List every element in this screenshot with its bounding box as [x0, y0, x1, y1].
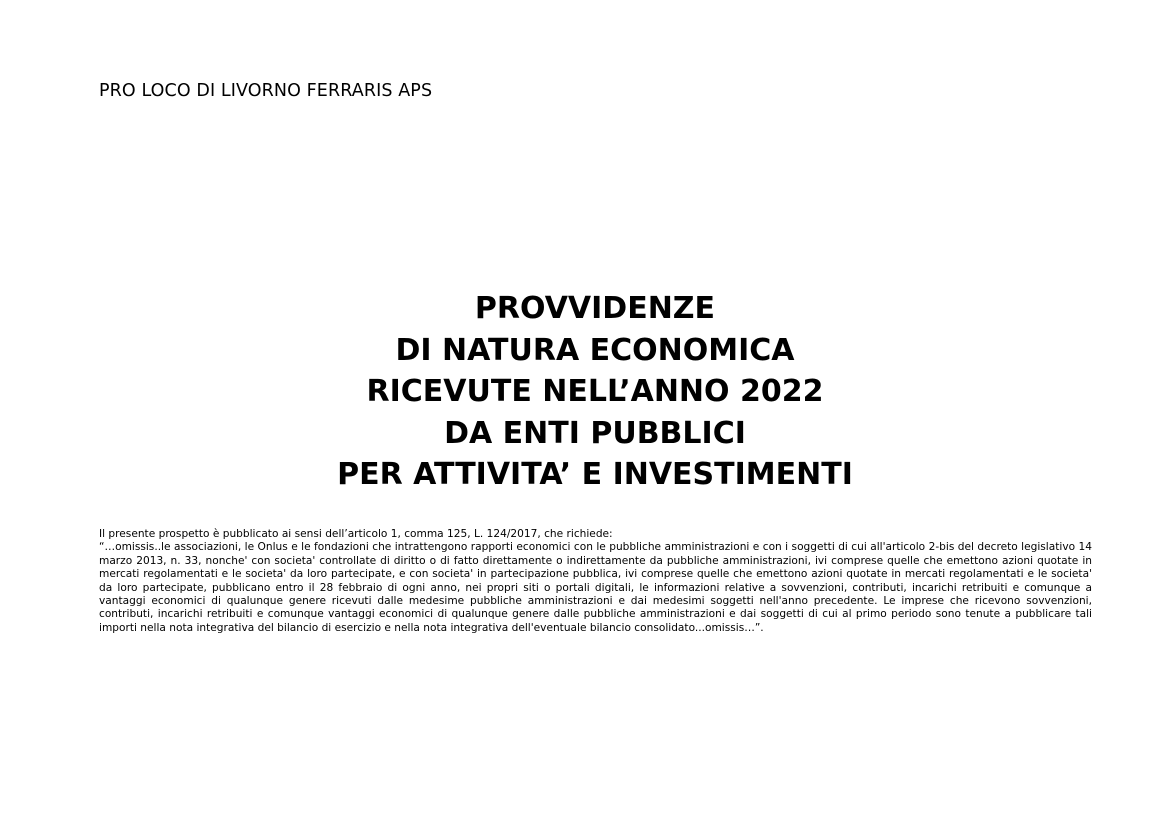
title-line: PROVVIDENZE [474, 291, 716, 326]
legal-note-quote: “…omissis..le associazioni, le Onlus e le fondazioni che intrattengono rapporti economici con le pubbliche amministrazioni e con i soggetti di cui all'articolo 2-bis del decreto legislativo 14 marzo 2013, n. 33, nonche' con societa' controllate di diritto o di fatto direttamente o indirettamente da pubbliche amministrazioni, ivi comprese quelle che emettono azioni quotate in mercati regolamentati e le societa' da loro partecipate, e con societa' in partecipazione pubblica, ivi comprese quelle che emettono azioni quotate in mercati regolamentati e le societa' da loro partecipate, pubblicano entro il 28 febbraio di ogni anno, nei propri siti o portali digitali, le informazioni relative a sovvenzioni, contributi, incarichi retribuiti e comunque a vantaggi economici di qualunque genere ricevuti dalle medesime pubbliche amministrazioni e dai medesimi soggetti nell'anno precedente. Le imprese che ricevono sovvenzioni, contributi, incarichi retribuiti e comunque vantaggi economici di qualunque genere dalle pubbliche amministrazioni e dai soggetti di cui al primo periodo sono tenute a pubblicare tali importi nella nota integrativa del bilancio di esercizio e nella nota integrativa dell'eventuale bilancio consolidato...omissis…”. [99, 541, 1092, 634]
title-line: DA ENTI PUBBLICI [444, 415, 746, 451]
legal-note [99, 528, 1092, 635]
title-line: PER ATTIVITA’ E INVESTIMENTI [337, 457, 853, 492]
title-line: DI NATURA ECONOMICA [395, 332, 795, 368]
title-line: RICEVUTE NELL’ANNO 2022 [366, 374, 824, 409]
document-title [0, 288, 1170, 496]
legal-note-intro: Il presente prospetto è pubblicato ai sensi dell’articolo 1, comma 125, L. 124/2017, che richiede: [99, 528, 613, 540]
organization-name: PRO LOCO DI LIVORNO FERRARIS APS [99, 81, 433, 101]
